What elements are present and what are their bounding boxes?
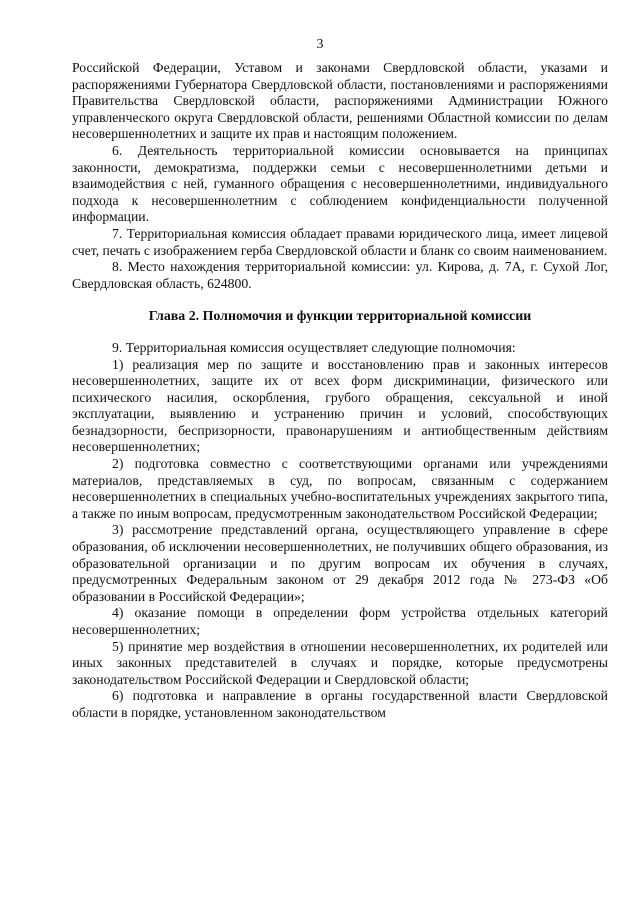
list-item-5: 5) принятие мер воздействия в отношении несовершеннолетних, их родителей или иных законных представителей в случаях и порядке, которые предусмотрены законодательством Российской Федерации и Свердловской области; <box>72 638 608 687</box>
page-number: 3 <box>316 37 324 52</box>
list-item-3: 3) рассмотрение представлений органа, осуществляющего управление в сфере образования, об исключении несовершеннолетних, не получивших общего образования, из образовательной организации и по другим вопросам их обучения в случаях, предусмотренных Федеральным законом от 29 декабря 2012 года № 273-ФЗ «Об образовании в Российской Федерации»; <box>72 522 608 604</box>
paragraph-8: 8. Место нахождения территориальной комиссии: ул. Кирова, д. 7А, г. Сухой Лог, Свердловская область, 624800. <box>72 259 608 291</box>
continuation-paragraph: Российской Федерации, Уставом и законами Свердловской области, указами и распоряжениями Губернатора Свердловской области, постановлениями и распоряжениями Правительства Свердловской области, распоряжениями Администрации Южного управленческого округа Свердловской области, решениями Областной комиссии по делам несовершеннолетних и защите их прав и настоящим положением. <box>72 60 608 142</box>
paragraph-9: 9. Территориальная комиссия осуществляет следующие полномочия: <box>112 339 516 355</box>
list-item-4: 4) оказание помощи в определении форм устройства отдельных категорий несовершеннолетних; <box>72 605 608 637</box>
paragraph-6: 6. Деятельность территориальной комиссии основывается на принципах законности, демократизма, поддержки семьи с несовершеннолетними детьми и взаимодействия с ней, гуманного обращения с несовершеннолетними, индивидуального подхода к несовершеннолетним с соблюдением конфиденциальности полученной информации. <box>72 142 608 225</box>
list-item-1: 1) реализация мер по защите и восстановлению прав и законных интересов несовершеннолетних, защите их от всех форм дискриминации, физического или психического насилия, оскорбления, грубого обращения, сексуальной и иной эксплуатации, выявлению и устранению причин и условий, способствующих безнадзорности, беспризорности, правонарушениям и антиобщественным действиям несовершеннолетних; <box>72 356 608 455</box>
paragraph-7: 7. Территориальная комиссия обладает правами юридического лица, имеет лицевой счет, печать с изображением герба Свердловской области и бланк со своим наименованием. <box>72 225 608 258</box>
list-item-2: 2) подготовка совместно с соответствующими органами или учреждениями материалов, представляемых в суд, по вопросам, связанным с содержанием несовершеннолетних в специальных учебно-воспитательных учреждениях закрытого типа, а также по иным вопросам, предусмотренным законодательством Российской Федерации; <box>72 456 608 521</box>
chapter-heading: Глава 2. Полномочия и функции территориальной комиссии <box>148 309 532 325</box>
list-item-6: 6) подготовка и направление в органы государственной власти Свердловской области в порядке, установленном законодательством <box>72 688 608 720</box>
document-body <box>72 60 608 722</box>
